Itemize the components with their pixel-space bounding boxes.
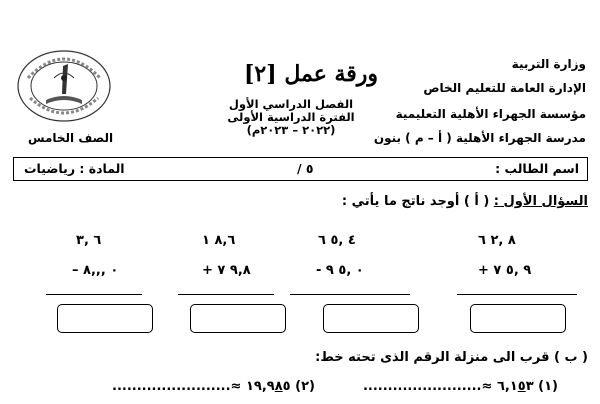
problem3-top: ٨,٦ ١ <box>202 233 236 248</box>
rounding-item-2-number: ١٩,٩٨٥ <box>245 379 291 394</box>
problem1-bottom: ٩ ,٥ ٧ + <box>478 263 532 278</box>
student-name-label: اسم الطالب : <box>495 161 579 176</box>
problem4-bottom: ٠ ,,,٨ – <box>72 263 119 278</box>
problem2-top: ٤ ,٥ ٦ <box>318 233 356 248</box>
term-line-3: (٢٠٢٢ – ٢٠٢٣م) <box>246 123 336 137</box>
school-logo <box>16 48 112 124</box>
problem4-top: ٦ ,٣ <box>76 233 102 248</box>
problem1-answer-box[interactable] <box>470 304 566 333</box>
directorate-line: الإدارة العامة للتعليم الخاص <box>423 81 586 95</box>
term-line-2: الفترة الدراسية الأولى <box>227 110 355 124</box>
ministry-line: وزارة التربية <box>511 57 586 71</box>
question1-text: ( أ ) أوجد ناتج ما يأتي : <box>341 194 494 209</box>
school-line: مدرسة الجهراء الأهلية ( أ – م ) بنون <box>373 131 586 145</box>
problem4-answer-box[interactable] <box>57 304 153 333</box>
rounding-item-2-answer[interactable]: ........................ <box>112 379 231 394</box>
question2-heading: ( ب ) قرب الى منزلة الرقم الذى تحته خط: <box>315 350 588 365</box>
term-line-1: الفصل الدراسي الأول <box>228 97 354 111</box>
rounding-item-1-number: ٦,١٥٣ <box>496 379 534 394</box>
grade-label: الصف الخامس <box>28 131 114 145</box>
problem4-rule <box>46 294 142 295</box>
rounding-item-1-answer[interactable]: ........................ <box>362 379 482 394</box>
problem2-bottom: ٠ ,٥ ٩ - <box>316 263 364 278</box>
subject-label: المادة : رياضيات <box>24 161 125 176</box>
problem3-bottom: ٩,٨ ٧ + <box>202 263 251 278</box>
rounding-item-2 <box>112 379 315 394</box>
score-field: ٥ / <box>297 161 314 176</box>
question1-label: السؤال الأول : <box>493 194 588 209</box>
problem1-top: ٨ ,٢ ٦ <box>478 233 516 248</box>
term-block <box>226 98 356 137</box>
problem3-rule <box>178 294 274 295</box>
approx-symbol: ≈ <box>481 379 493 394</box>
problem1-rule <box>457 294 577 295</box>
worksheet-title: ورقة عمل [٢] <box>244 61 379 87</box>
problem3-answer-box[interactable] <box>190 304 286 333</box>
rounding-item-1 <box>363 379 558 394</box>
approx-symbol: ≈ <box>230 379 242 394</box>
problem2-rule <box>290 294 410 295</box>
foundation-line: مؤسسة الجهراء الأهلية التعليمية <box>395 107 586 121</box>
rounding-item-1-label: (١) <box>538 379 558 394</box>
student-info-row <box>13 157 588 181</box>
problem2-answer-box[interactable] <box>323 304 419 333</box>
question1-heading <box>342 194 588 209</box>
rounding-item-2-label: (٢) <box>295 379 315 394</box>
